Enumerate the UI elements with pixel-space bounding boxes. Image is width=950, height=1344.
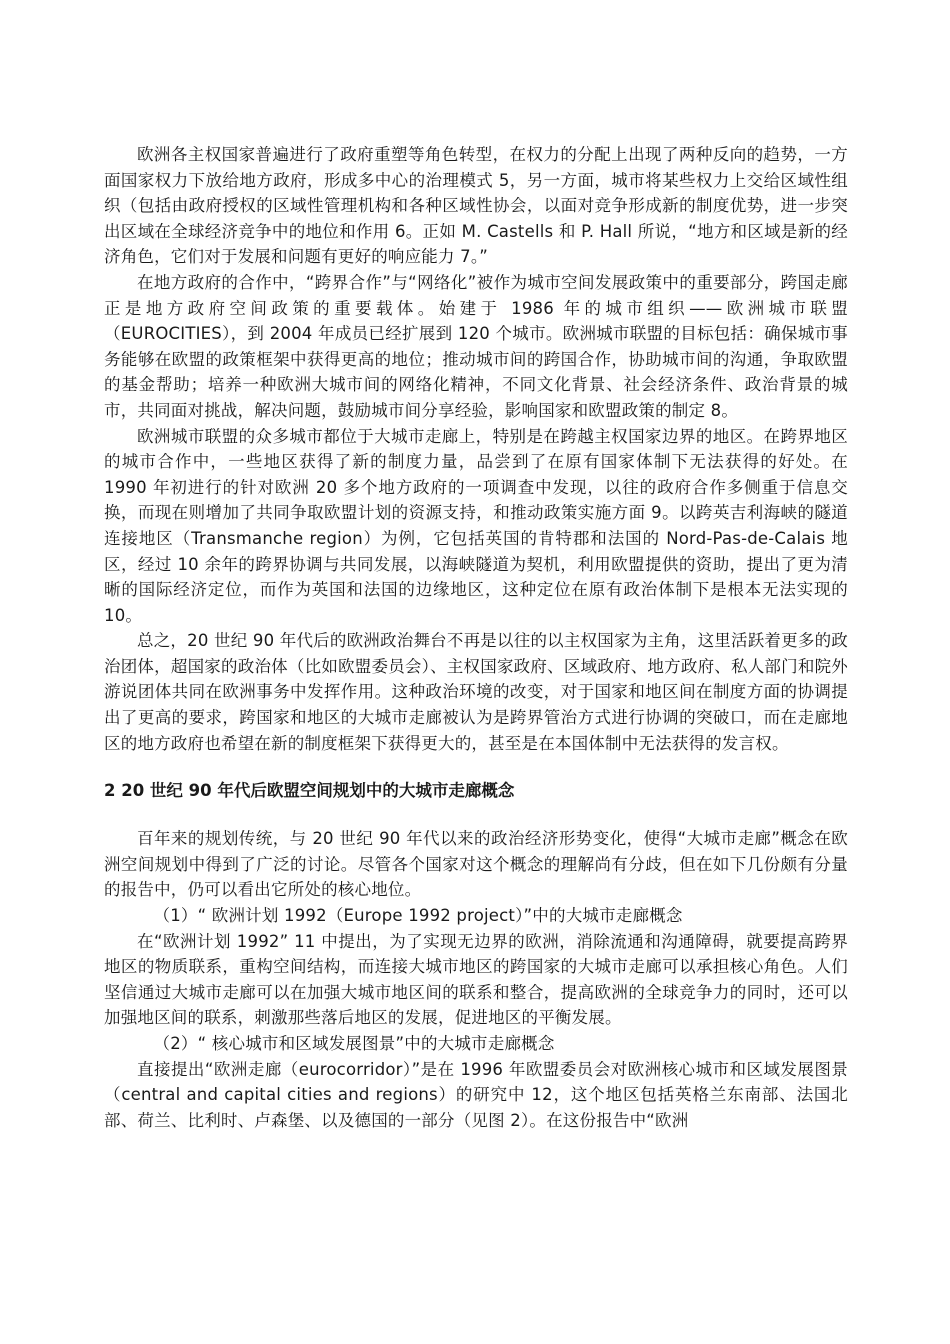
paragraph-section-intro: 百年来的规划传统，与 20 世纪 90 年代以来的政治经济形势变化，使得“大城市走廊”概念在欧洲空间规划中得到了广泛的讨论。尽管各个国家对这个概念的理解尚有分歧，但在如下几份颇有分量的报告中，仍可以看出它所处的核心地位。: [104, 829, 848, 900]
section-heading: 2 20 世纪 90 年代后欧盟空间规划中的大城市走廊概念: [104, 781, 515, 801]
paragraph-cross-border-cooperation: 在地方政府的合作中，“跨界合作”与“网络化”被作为城市空间发展政策中的重要部分，跨国走廊正是地方政府空间政策的重要载体。始建于 1986 年的城市组织——欧洲城市联盟（EUROCITIES），到 2004 年成员已经扩展到 120 个城市。欧洲城市联盟的目标包括：确保城市事务能够在欧盟的政策框架中获得更高的地位；推动城市间的跨国合作，协助城市间的沟通，争取欧盟的基金帮助；培养一种欧洲大城市间的网络化精神，不同文化背景、社会经济条件、政治背景的城市，共同面对挑战，解决问题，鼓励城市间分享经验，影响国家和欧盟政策的制定 8。: [104, 272, 848, 420]
paragraph-governance-transformation: 欧洲各主权国家普遍进行了政府重塑等角色转型，在权力的分配上出现了两种反向的趋势，一方面国家权力下放给地方政府，形成多中心的治理模式 5，另一方面，城市将某些权力上交给区域性组织（包括由政府授权的区域性管理机构和各种区域性协会，以面对竞争形成新的制度优势，进一步突出区域在全球经济竞争中的地位和作用 6。正如 M. Castells 和 P. Hall 所说，“地方和区域是新的经济角色，它们对于发展和问题有更好的响应能力 7。”: [104, 145, 848, 267]
paragraph-political-stage-summary: 总之，20 世纪 90 年代后的欧洲政治舞台不再是以往的以主权国家为主角，这里活跃着更多的政治团体，超国家的政治体（比如欧盟委员会）、主权国家政府、区域政府、地方政府、私人部门和院外游说团体共同在欧洲事务中发挥作用。这种政治环境的改变，对于国家和地区间在制度方面的协调提出了更高的要求，跨国家和地区的大城市走廊被认为是跨界管治方式进行协调的突破口，而在走廊地区的地方政府也希望在新的制度框架下获得更大的，甚至是在本国体制中无法获得的发言权。: [104, 631, 848, 753]
paragraph-eurocities-corridors: 欧洲城市联盟的众多城市都位于大城市走廊上，特别是在跨越主权国家边界的地区。在跨界地区的城市合作中，一些地区获得了新的制度力量，品尝到了在原有国家体制下无法获得的好处。在 1990 年初进行的针对欧洲 20 多个地方政府的一项调查中发现，以往的政府合作多侧重于信息交换，而现在则增加了共同争取欧盟计划的资源支持，和推动政策实施方面 9。以跨英吉利海峡的隧道连接地区（Transmanche region）为例，它包括英国的肯特郡和法国的 Nord-Pas-de-Calais 地区，经过 10 余年的跨界协调与共同发展，以海峡隧道为契机，利用欧盟提供的资助，提出了更为清晰的国际经济定位，而作为英国和法国的边缘地区，这种定位在原有政治体制下是根本无法实现的 10。: [104, 426, 848, 625]
paragraph-eurocorridor: 直接提出“欧洲走廊（eurocorridor）”是在 1996 年欧盟委员会对欧洲核心城市和区域发展图景（central and capital cities and regions）的研究中 12，这个地区包括英格兰东南部、法国北部、荷兰、比利时、卢森堡、以及德国的一部分（见图 2）。在这份报告中“欧洲: [104, 1059, 848, 1130]
subheading-europe-1992: （1）“ 欧洲计划 1992（Europe 1992 project）”中的大城市走廊概念: [153, 906, 683, 926]
paragraph-europe-1992: 在“欧洲计划 1992” 11 中提出，为了实现无边界的欧洲，消除流通和沟通障碍，就要提高跨界地区的物质联系，重构空间结构，而连接大城市地区的跨国家的大城市走廊可以承担核心角色。人们坚信通过大城市走廊可以在加强大城市地区间的联系和整合，提高欧洲的全球竞争力的同时，还可以加强地区间的联系，刺激那些落后地区的发展，促进地区的平衡发展。: [104, 931, 848, 1028]
subheading-core-cities: （2）“ 核心城市和区域发展图景”中的大城市走廊概念: [153, 1034, 555, 1053]
document-body: [104, 142, 848, 1133]
